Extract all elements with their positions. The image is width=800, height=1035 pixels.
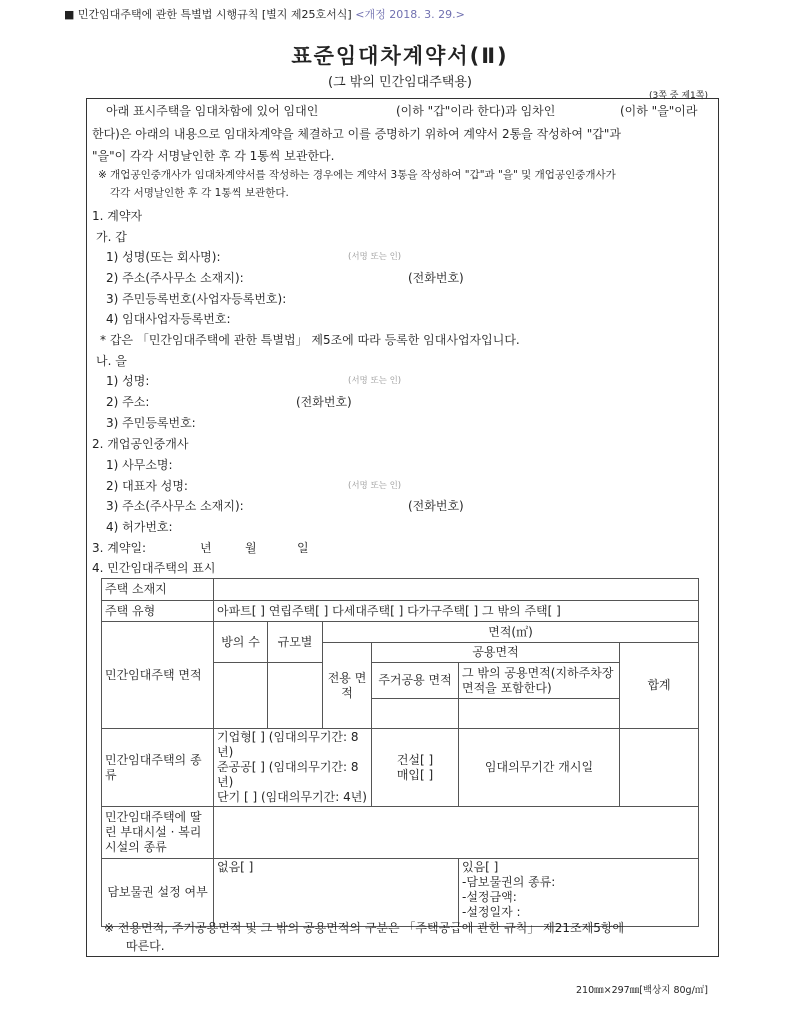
- intro-note2: 각각 서명날인한 후 각 1통씩 보관한다.: [110, 187, 289, 199]
- lessee-id-label: 3) 주민등록번호:: [106, 416, 196, 430]
- mortgage-amount-label: -설정금액:: [462, 890, 517, 904]
- table-row: [102, 622, 699, 643]
- build-buy-options[interactable]: [372, 729, 459, 807]
- broker-sign-hint: (서명 또는 인): [348, 481, 402, 491]
- contract-date-label: 3. 계약일:: [92, 541, 147, 555]
- rooms-header: 방의 수: [214, 622, 268, 663]
- table-row: [102, 807, 699, 859]
- lessor-id-label: 3) 주민등록번호(사업자등록번호):: [106, 292, 287, 306]
- table-row: [102, 729, 699, 807]
- lessor-phone-label: (전화번호): [408, 271, 464, 285]
- broker-office-label: 1) 사무소명:: [106, 458, 173, 472]
- paper-spec-footer: 210㎜×297㎜[백상지 80g/㎡]: [575, 985, 708, 996]
- kind-option-quasi-public: 준공공[ ] (임대의무기간: 8년): [217, 760, 359, 789]
- mortgage-exists-option: 있음[ ]: [462, 860, 499, 874]
- housing-spec-table: [101, 578, 699, 927]
- intro-line3: "을"이 각각 서명날인한 후 각 1통씩 보관한다.: [92, 149, 335, 163]
- rooms-value[interactable]: [214, 663, 268, 729]
- lessor-address-label: 2) 주소(주사무소 소재지):: [106, 271, 244, 285]
- duty-start-label: 임대의무기간 개시일: [459, 729, 620, 807]
- document-title: 표준임대차계약서(Ⅱ): [291, 44, 509, 68]
- mortgage-kind-label: -담보물권의 종류:: [462, 875, 556, 889]
- lessee-heading: 나. 을: [96, 354, 127, 368]
- build-option: 건설[ ]: [396, 752, 434, 767]
- contract-year-label: 년: [200, 541, 212, 555]
- broker-license-label: 4) 허가번호:: [106, 520, 173, 534]
- form-header-prefix: ■ 민간임대주택에 관한 특별법 시행규칙 [별지 제25호서식]: [64, 8, 352, 21]
- lessee-address-label: 2) 주소:: [106, 395, 150, 409]
- intro-line1-b: (이하 "갑"이라 한다)과 임차인: [396, 104, 556, 118]
- lessor-name-label: 1) 성명(또는 회사명):: [106, 250, 221, 264]
- mortgage-label: 담보물권 설정 여부: [102, 859, 214, 927]
- lessee-sign-hint: (서명 또는 인): [348, 376, 402, 386]
- housing-kind-options[interactable]: [214, 729, 372, 807]
- intro-line1-c: (이하 "을"이라: [620, 104, 698, 118]
- lessee-phone-label: (전화번호): [296, 395, 352, 409]
- other-common-header: 그 밖의 공용면적(지하주차장 면적을 포함한다): [459, 663, 620, 699]
- broker-address-label: 3) 주소(주사무소 소재지):: [106, 499, 244, 513]
- document-subtitle: (그 밖의 민간임대주택용): [328, 75, 472, 90]
- page-info: (3쪽 중 제1쪽): [649, 91, 708, 101]
- section1-heading: 1. 계약자: [92, 209, 143, 223]
- size-header: 규모별: [268, 622, 323, 663]
- buy-option: 매입[ ]: [396, 767, 434, 782]
- revision-date: <개정 2018. 3. 29.>: [355, 8, 465, 21]
- intro-line2: 한다)은 아래의 내용으로 임대차계약을 체결하고 이를 증명하기 위하여 계약서 2통을 작성하여 "갑"과: [92, 127, 621, 141]
- other-common-value[interactable]: [459, 699, 620, 729]
- location-value[interactable]: [214, 579, 699, 601]
- mortgage-exists-block[interactable]: [459, 859, 699, 927]
- lessor-heading: 가. 갑: [96, 230, 127, 244]
- table-row: [102, 859, 699, 927]
- intro-note1: ※ 개업공인중개사가 임대차계약서를 작성하는 경우에는 계약서 3통을 작성하여 "갑"과 "을" 및 개업공인중개사가: [98, 169, 616, 181]
- kind-option-corporate: 기업형[ ] (임대의무기간: 8년): [217, 730, 359, 759]
- lessor-note: * 갑은 「민간임대주택에 관한 특별법」 제5조에 따라 등록한 임대사업자입니다.: [100, 333, 520, 347]
- area-header: 면적(㎡): [323, 622, 699, 643]
- residential-common-value[interactable]: [372, 699, 459, 729]
- lessor-reg-label: 4) 임대사업자등록번호:: [106, 312, 231, 326]
- broker-phone-label: (전화번호): [408, 499, 464, 513]
- kind-option-short-term: 단기 [ ] (임대의무기간: 4년): [217, 790, 367, 804]
- lessor-sign-hint: (서명 또는 인): [348, 252, 402, 262]
- form-header: [64, 6, 465, 22]
- section2-heading: 2. 개업공인중개사: [92, 437, 189, 451]
- broker-rep-label: 2) 대표자 성명:: [106, 479, 188, 493]
- size-value[interactable]: [268, 663, 323, 729]
- mortgage-date-label: -설정일자 :: [462, 905, 521, 919]
- total-header: 합계: [620, 643, 699, 729]
- facilities-label: 민간임대주택에 딸린 부대시설 · 복리시설의 종류: [102, 807, 214, 859]
- contract-day-label: 일: [297, 541, 309, 555]
- section4-heading: 4. 민간임대주택의 표시: [92, 561, 216, 575]
- intro-line1-a: 아래 표시주택을 임대차함에 있어 임대인: [106, 104, 319, 118]
- housing-type-label: 주택 유형: [102, 601, 214, 622]
- housing-kind-label: 민간임대주택의 종류: [102, 729, 214, 807]
- table-row: [102, 601, 699, 622]
- area-label: 민간임대주택 면적: [102, 622, 214, 729]
- footnote-line1: ※ 전용면적, 주거공용면적 및 그 밖의 공용면적의 구분은 「주택공급에 관한 규칙」 제21조제5항에: [104, 921, 625, 935]
- mortgage-none-option[interactable]: 없음[ ]: [214, 859, 459, 927]
- exclusive-area-header: 전용 면적: [323, 643, 372, 729]
- table-row: [102, 579, 699, 601]
- facilities-value[interactable]: [214, 807, 699, 859]
- residential-common-header: 주거공용 면적: [372, 663, 459, 699]
- common-area-header: 공용면적: [372, 643, 620, 663]
- location-label: 주택 소재지: [102, 579, 214, 601]
- housing-type-options[interactable]: 아파트[ ] 연립주택[ ] 다세대주택[ ] 다가구주택[ ] 그 밖의 주택[ ]: [214, 601, 699, 622]
- contract-month-label: 월: [245, 541, 257, 555]
- lessee-name-label: 1) 성명:: [106, 374, 150, 388]
- footnote-line2: 따른다.: [126, 939, 165, 953]
- duty-start-value[interactable]: [620, 729, 699, 807]
